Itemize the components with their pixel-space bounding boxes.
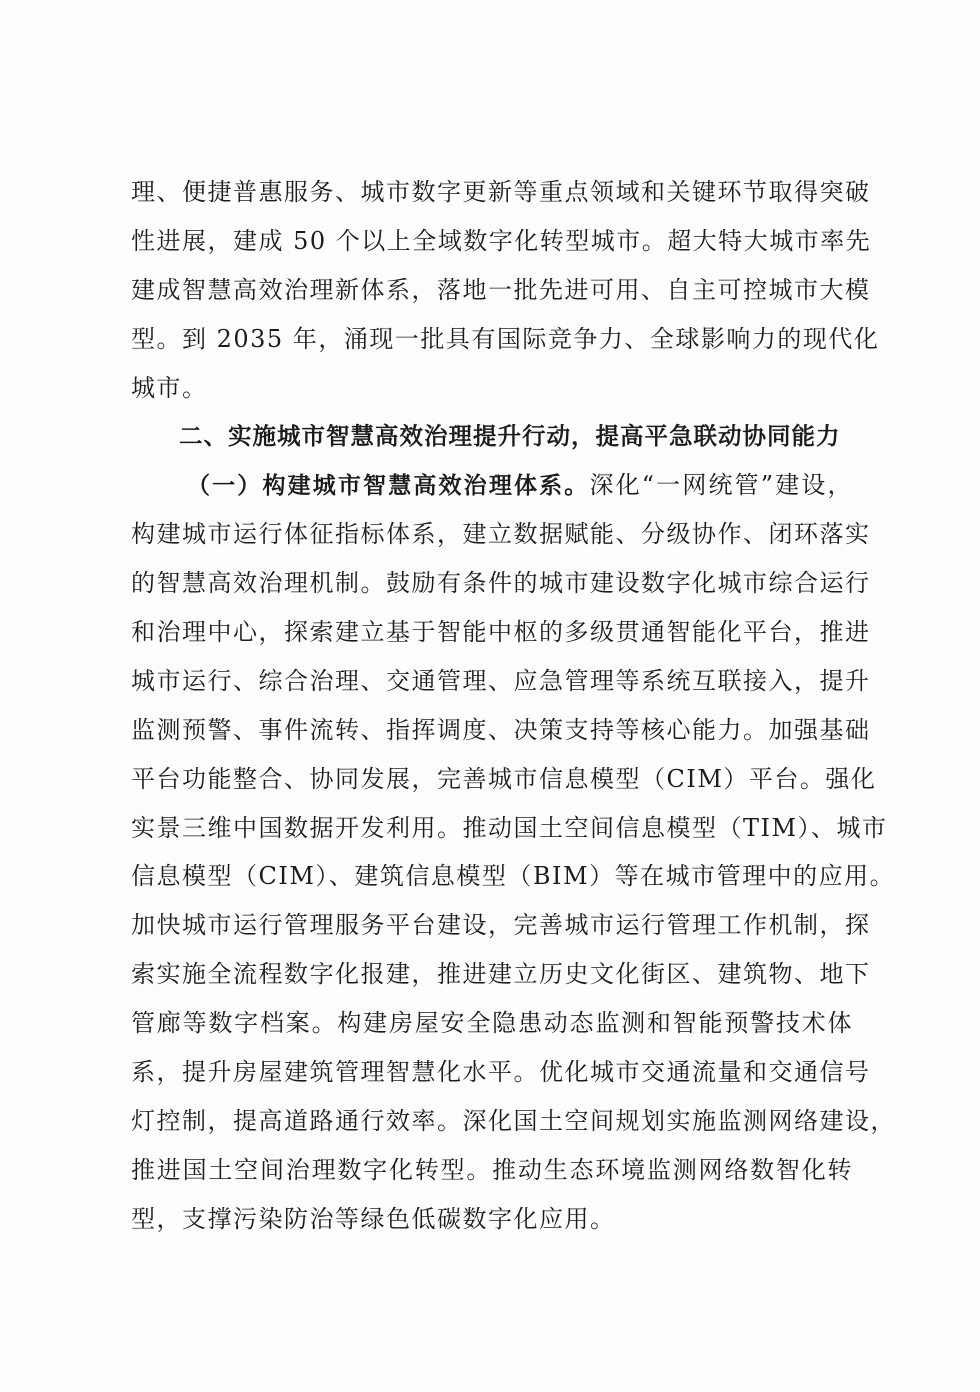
section-heading: 二、实施城市智慧高效治理提升行动，提高平急联动协同能力	[179, 422, 841, 451]
sub-heading: （一）构建城市智慧高效治理体系。	[187, 473, 590, 500]
paragraph-1	[131, 168, 880, 412]
text-line: 平台功能整合、协同发展，完善城市信息模型（CIM）平台。强化	[131, 764, 877, 793]
text-line: 信息模型（CIM）、建筑信息模型（BIM）等在城市管理中的应用。	[131, 862, 896, 891]
text-line: 和治理中心，探索建立基于智能中枢的多级贯通智能化平台，推进	[131, 618, 871, 647]
text-line: 系，提升房屋建筑管理智慧化水平。优化城市交通流量和交通信号	[131, 1058, 871, 1087]
body-text	[131, 168, 896, 1244]
text-line: 理、便捷普惠服务、城市数字更新等重点领域和关键环节取得突破	[131, 178, 871, 206]
text-line: 城市。	[131, 373, 208, 402]
text-line: 实景三维中国数据开发利用。推动国土空间信息模型（TIM）、城市	[131, 813, 888, 842]
text-line	[131, 461, 853, 510]
text-segment: 深化“一网统管”建设，	[589, 471, 853, 500]
text-line: 的智慧高效治理机制。鼓励有条件的城市建设数字化城市综合运行	[131, 569, 871, 598]
text-line: 推进国土空间治理数字化转型。推动生态环境监测网络数智化转	[131, 1155, 853, 1184]
text-line: 建成智慧高效治理新体系，落地一批先进可用、自主可控城市大模	[131, 275, 871, 304]
text-line: 型，支撑污染防治等绿色低碳数字化应用。	[131, 1204, 616, 1233]
text-line: 城市运行、综合治理、交通管理、应急管理等系统互联接入，提升	[131, 666, 871, 695]
text-line: 性进展，建成 50 个以上全域数字化转型城市。超大特大城市率先	[131, 226, 872, 255]
paragraph-2	[131, 461, 896, 1243]
text-line: 加快城市运行管理服务平台建设，完善城市运行管理工作机制，探	[131, 911, 871, 940]
text-line: 灯控制，提高道路通行效率。深化国土空间规划实施监测网络建设，	[131, 1106, 896, 1135]
text-line: 管廊等数字档案。构建房屋安全隐患动态监测和智能预警技术体	[131, 1009, 853, 1038]
text-line: 监测预警、事件流转、指挥调度、决策支持等核心能力。加强基础	[131, 715, 871, 744]
text-line: 索实施全流程数字化报建，推进建立历史文化街区、建筑物、地下	[131, 960, 871, 989]
text-line: 型。到 2035 年，涌现一批具有国际竞争力、全球影响力的现代化	[131, 324, 880, 353]
text-line: 构建城市运行体征指标体系，建立数据赋能、分级协作、闭环落实	[131, 520, 871, 549]
